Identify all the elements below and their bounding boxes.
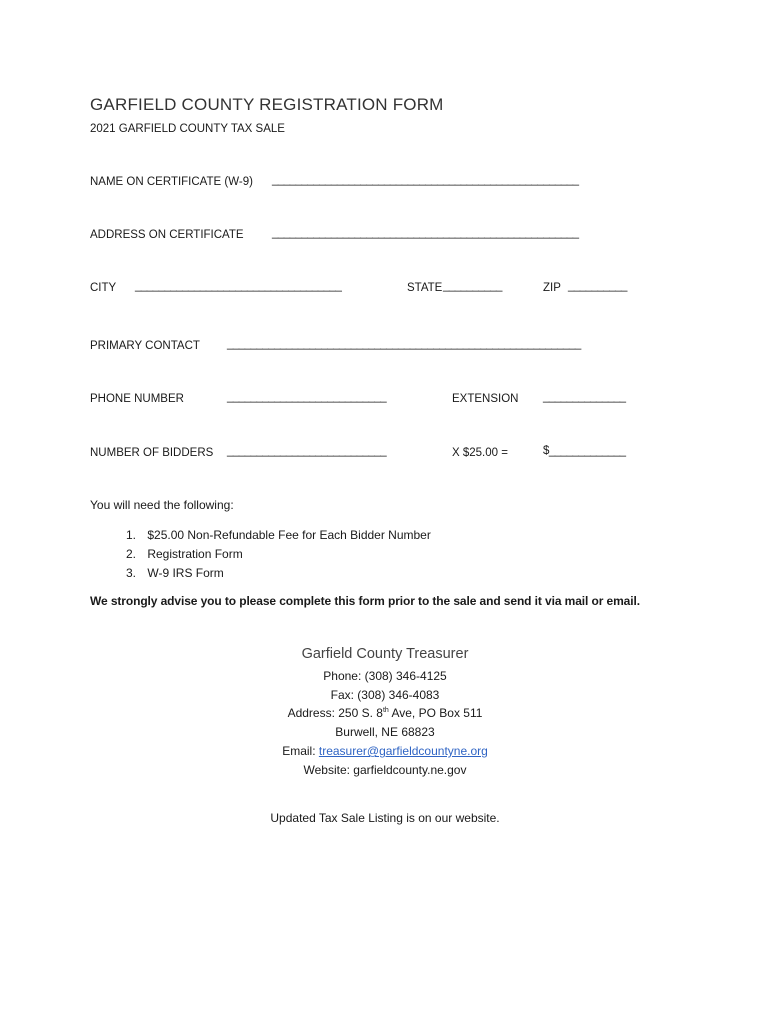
list-text: W-9 IRS Form (147, 566, 224, 580)
state-label: STATE (407, 282, 443, 294)
form-title: GARFIELD COUNTY REGISTRATION FORM (90, 95, 444, 114)
primary-contact-field[interactable]: ____________________________________________________________ (227, 338, 581, 350)
phone-field[interactable]: ___________________________ (227, 391, 387, 403)
contact-city: Burwell, NE 68823 (335, 725, 435, 739)
list-item (90, 545, 431, 564)
list-number: 2. (125, 547, 136, 561)
primary-contact-label: PRIMARY CONTACT (90, 340, 200, 352)
zip-field[interactable]: __________ (568, 280, 627, 292)
address-superscript: th (382, 707, 389, 714)
requirements-intro: You will need the following: (90, 498, 234, 512)
fee-label: X $25.00 = (452, 447, 508, 459)
treasurer-name: Garfield County Treasurer (301, 646, 469, 662)
zip-label: ZIP (543, 282, 561, 294)
list-text: $25.00 Non-Refundable Fee for Each Bidder Number (147, 528, 431, 542)
city-label: CITY (90, 282, 117, 294)
address-field[interactable]: ____________________________________________________ (272, 227, 579, 239)
website-note: Updated Tax Sale Listing is on our website. (270, 811, 500, 825)
contact-email (0, 744, 770, 758)
state-field[interactable]: __________ (443, 280, 502, 292)
form-subtitle: 2021 GARFIELD COUNTY TAX SALE (90, 123, 285, 135)
name-field[interactable]: ____________________________________________________ (272, 174, 579, 186)
extension-field[interactable]: ______________ (543, 391, 626, 403)
email-link[interactable]: treasurer@garfieldcountyne.org (318, 744, 488, 758)
contact-address (0, 706, 770, 720)
phone-label: PHONE NUMBER (90, 393, 184, 405)
list-number: 3. (125, 566, 136, 580)
list-item (90, 526, 431, 545)
list-number: 1. (125, 528, 136, 542)
address-prefix: Address: 250 S. 8 (287, 706, 383, 720)
requirements-list (90, 526, 431, 583)
list-item (90, 564, 431, 583)
contact-fax: Fax: (308) 346-4083 (330, 688, 440, 702)
bidders-label: NUMBER OF BIDDERS (90, 447, 214, 459)
email-label: Email: (282, 744, 319, 758)
contact-website: Website: garfieldcounty.ne.gov (303, 763, 467, 777)
extension-label: EXTENSION (452, 393, 519, 405)
fee-total-field[interactable]: $_____________ (543, 445, 626, 457)
bidders-field[interactable]: ___________________________ (227, 445, 387, 457)
address-suffix: Ave, PO Box 511 (388, 706, 483, 720)
advice-text: We strongly advise you to please complete this form prior to the sale and send it via mail or email. (90, 594, 640, 608)
list-text: Registration Form (147, 547, 243, 561)
name-label: NAME ON CERTIFICATE (W-9) (90, 176, 253, 188)
contact-phone: Phone: (308) 346-4125 (323, 669, 447, 683)
city-field[interactable]: ___________________________________ (135, 280, 342, 292)
address-label: ADDRESS ON CERTIFICATE (90, 229, 244, 241)
